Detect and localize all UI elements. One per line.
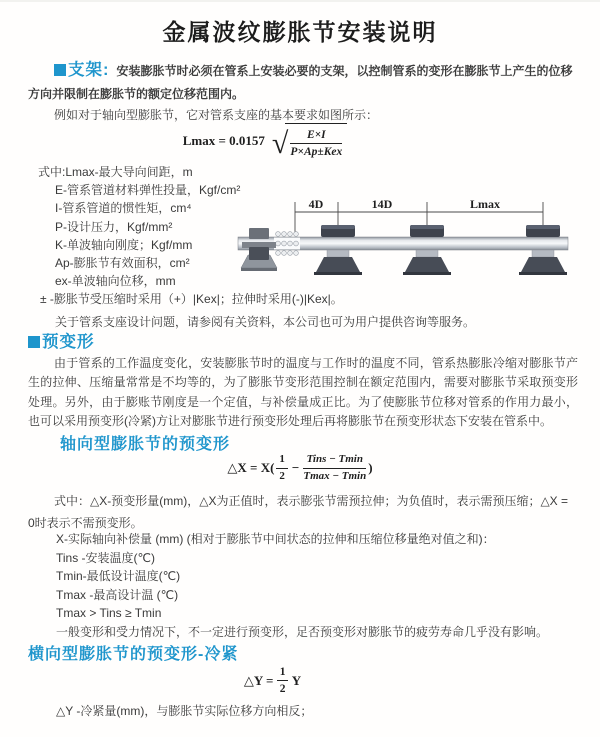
temperature-denominator: Tmax − Tmin (303, 469, 367, 482)
minus-operator: − (291, 460, 300, 476)
definition-line: P-设计压力，Kgf/mm² (55, 219, 173, 234)
lmax-fraction (290, 128, 342, 160)
definition-line: ex-单波轴向位移，mm (55, 274, 176, 289)
support-example-line: 例如对于轴向型膨胀节，它对管系支座的基本要求如图所示： (54, 108, 379, 122)
one-half-fraction (276, 453, 288, 484)
axial-formula-rhs: ) (368, 460, 373, 476)
bellows-coils (274, 232, 300, 256)
preform-heading-label: 预变形 (42, 333, 95, 351)
radicand (285, 123, 347, 160)
axial-preform-formula (0, 453, 600, 484)
axial-note-line: 一般变形和受力情况下，不一定进行预变形，足否预变形对膨胀节的疲劳寿命几乎没有影响。 (56, 624, 549, 639)
lmax-fraction-numerator: E×I (290, 128, 342, 144)
half-denominator: 2 (279, 683, 286, 696)
temperature-fraction (303, 453, 366, 484)
lmax-fraction-denominator: P×Ap±Kex (290, 146, 343, 159)
definition-line: 关于管系支座设计问题，请参阅有关资料，本公司也可为用户提供咨询等服务。 (55, 314, 476, 329)
half-numerator: 1 (276, 453, 288, 469)
definition-line: 式中:Lmax-最大导向间距，m (38, 165, 193, 179)
definition-line: Tins -安装温度(℃) (56, 550, 156, 565)
preform-paragraph: 由于管系的工作温度变化，安装膨胀节时的温度与工作时的温度不同，管系热膨胀冷缩对膨胀节产生的拉伸、压缩量常常是不均等的，为了膨胀节变形范围控制在额定范围内，需要对膨胀节采取预变形处理。另外，由于膨账节刚度是一个定值，与补偿量成正比。为了使膨胀节位移对管系的作用力最小，也可以采用预变形(冷紧)方让对膨胀节进行预变形处理后再将膨胀节在预变形状态下安装在管系中。 (28, 356, 578, 429)
page-title: 金属波纹膨胀节安装说明 (162, 19, 438, 45)
definition-line: I-管系管道的惯性矩，cm⁴ (55, 201, 192, 216)
half-denominator: 2 (279, 469, 285, 482)
axial-definition-list (56, 530, 548, 641)
definition-line: Ap-膨胀节有效面积，cm² (55, 256, 190, 271)
lateral-formula-lhs: △Y = (243, 672, 274, 688)
definition-line: K-单波轴向刚度；Kgf/mm (55, 237, 193, 252)
half-numerator: 1 (277, 665, 289, 681)
temperature-numerator: Tins − Tmin (303, 453, 366, 469)
lmax-formula (0, 123, 530, 160)
preform-section-heading (28, 332, 102, 353)
blue-square-icon (28, 336, 40, 348)
lmax-formula-lhs: Lmax = 0.0157 (182, 133, 265, 149)
definition-line: ± -膨胀节受压缩时采用（+）|Kex|；拉伸时采用(-)|Kex|。 (40, 292, 343, 307)
support-intro-paragraph (28, 59, 578, 106)
dim-label-lmax: Lmax (470, 197, 500, 211)
dim-label-4d: 4D (308, 197, 324, 211)
axial-subheading: 轴向型膨胀节的预变形 (60, 436, 231, 453)
definition-line: Tmax > Tins ≥ Tmin (56, 606, 162, 620)
axial-explain-paragraph: 式中：△X-预变形量(mm)，△X为正值时，表示膨张节需预拉伸；为负值时，表示需预压缩；△X = 0时表示不需预变形。 (28, 494, 569, 530)
definition-line: E-管系管道材料弹性投量，Kgf/cm² (55, 183, 241, 198)
radical-sign-icon: √ (271, 127, 289, 161)
lateral-note-line: △Y -冷紧量(mm)，与膨胀节实际位移方向相反； (56, 704, 313, 718)
support-section-heading: 支架: (68, 61, 110, 79)
support-intro-text: 安装膨胀节时必须在管系上安装必要的支架，以控制管系的变形在膨胀节上产生的位移方向并限制在膨胀节的额定位移范围内。 (28, 64, 573, 101)
blue-square-icon (54, 64, 66, 76)
definition-line: Tmin-最低设计温度(℃) (56, 569, 181, 583)
pipe-support-spacing-diagram (234, 195, 578, 295)
definition-line: X-实际轴向补偿量 (mm) (相对于膨胀节中间状态的拉伸和压缩位移量绝对值之和)： (56, 532, 495, 546)
lateral-formula-rhs: Y (291, 672, 302, 688)
one-half-fraction (277, 665, 289, 697)
definition-line: Tmax -最高设计温 (℃) (56, 587, 179, 602)
lateral-preform-formula (0, 665, 545, 697)
lateral-subheading: 横向型膨胀节的预变形-冷紧 (28, 646, 239, 663)
axial-formula-lhs: △X = X( (227, 460, 275, 476)
dim-label-14d: 14D (371, 197, 393, 211)
